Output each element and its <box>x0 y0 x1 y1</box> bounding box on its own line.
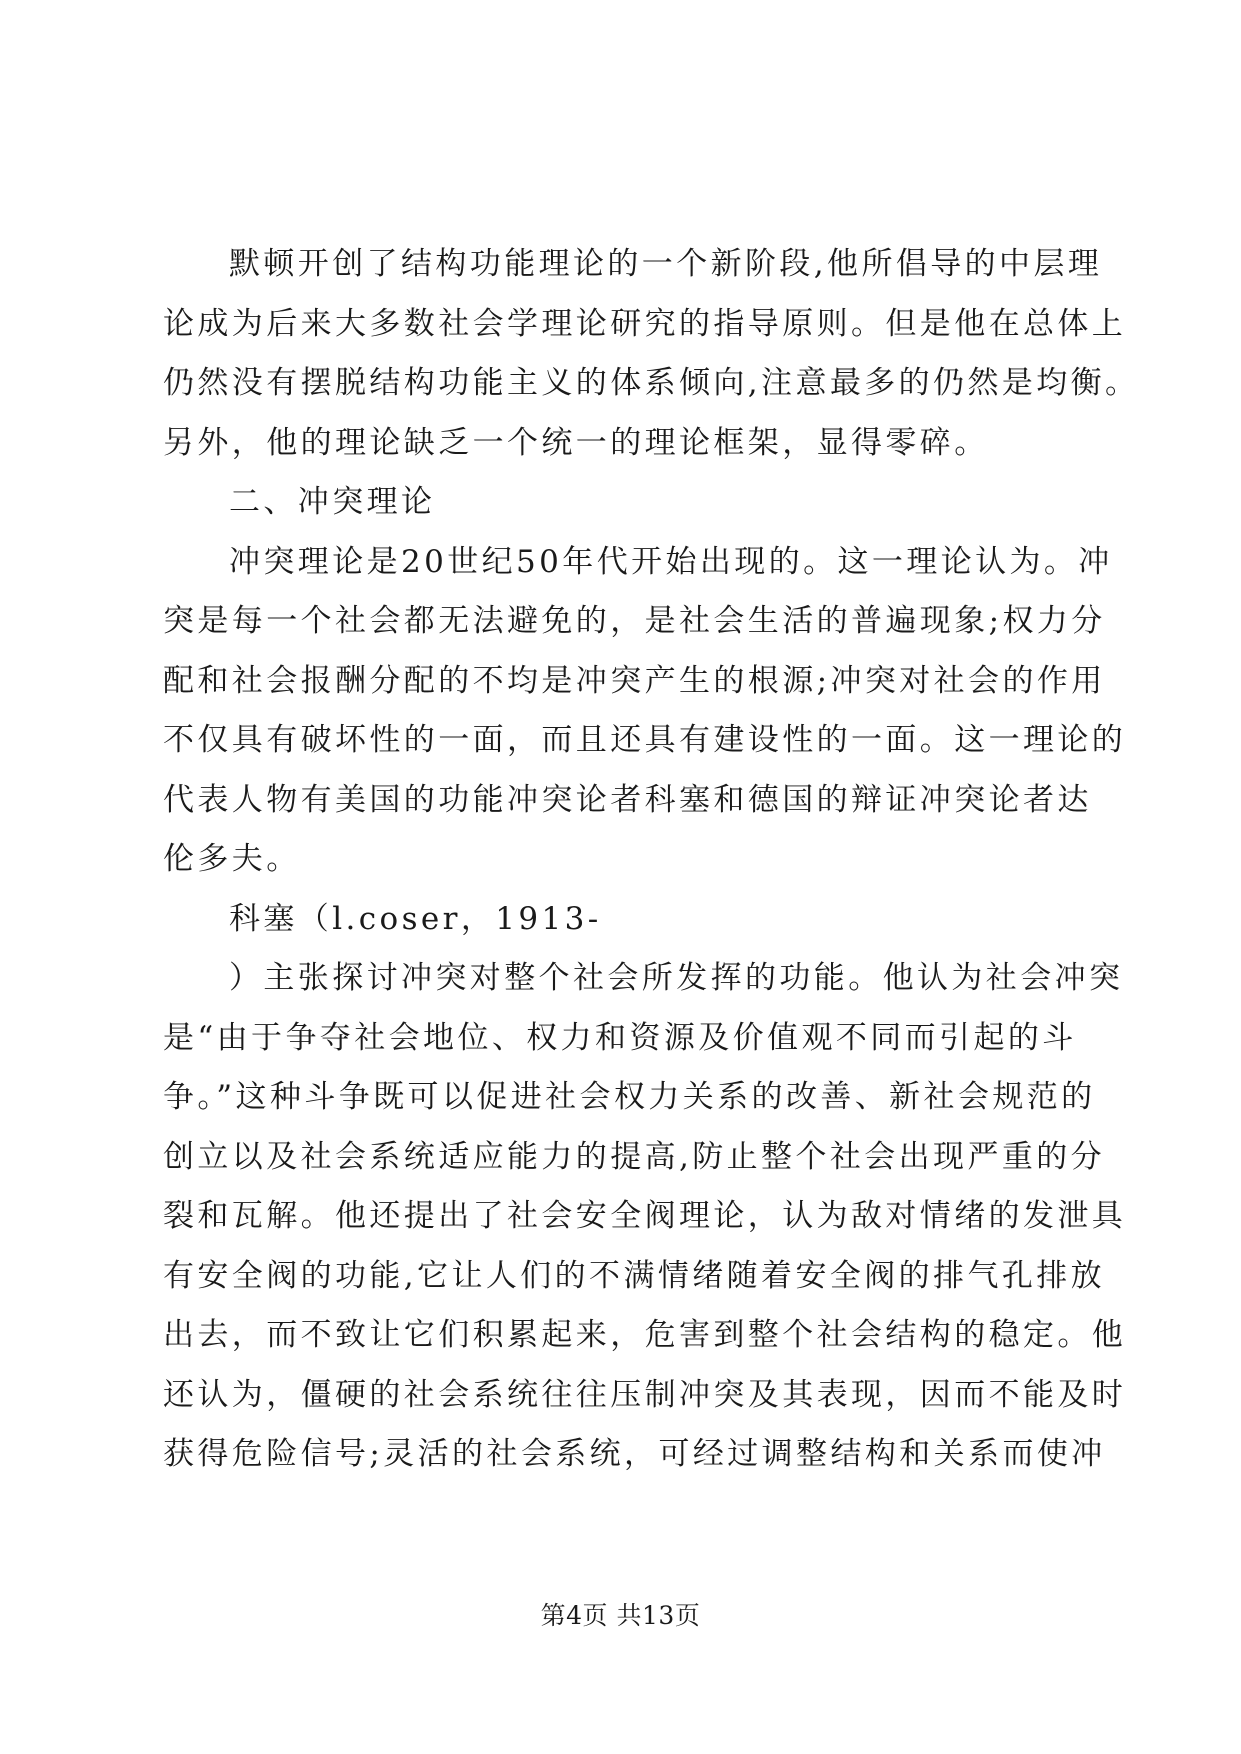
text-line: 争。”这种斗争既可以促进社会权力关系的改善、新社会规范的 <box>163 1079 1096 1115</box>
text-line: 另外，他的理论缺乏一个统一的理论框架，显得零碎。 <box>163 424 989 461</box>
text-line: 还认为，僵硬的社会系统往往压制冲突及其表现，因而不能及时 <box>163 1376 1127 1413</box>
section-heading: 二、冲突理论 <box>229 484 436 520</box>
text-line: 科塞（l.coser，1913- <box>229 900 602 937</box>
text-line: 默顿开创了结构功能理论的一个新阶段,他所倡导的中层理 <box>229 246 1103 282</box>
text-line: 突是每一个社会都无法避免的，是社会生活的普遍现象;权力分 <box>163 603 1106 639</box>
text-line: 获得危险信号;灵活的社会系统，可经过调整结构和关系而使冲 <box>163 1436 1106 1472</box>
text-line: 有安全阀的功能,它让人们的不满情绪随着安全阀的排气孔排放 <box>163 1257 1106 1294</box>
text-line: 冲突理论是20世纪50年代开始出现的。这一理论认为。冲 <box>229 543 1113 580</box>
text-line: 是“由于争夺社会地位、权力和资源及价值观不同而引起的斗 <box>163 1019 1077 1056</box>
text-line: 仍然没有摆脱结构功能主义的体系倾向,注意最多的仍然是均衡。 <box>163 365 1140 401</box>
page-footer: 第4页 共13页 <box>540 1601 701 1630</box>
text-line: 裂和瓦解。他还提出了社会安全阀理论，认为敌对情绪的发泄具 <box>163 1198 1127 1234</box>
text-line: ）主张探讨冲突对整个社会所发挥的功能。他认为社会冲突 <box>229 960 1124 996</box>
document-body <box>163 235 1140 1485</box>
text-line: 配和社会报酬分配的不均是冲突产生的根源;冲突对社会的作用 <box>163 662 1106 699</box>
text-line: 论成为后来大多数社会学理论研究的指导原则。但是他在总体上 <box>163 305 1127 342</box>
text-line: 伦多夫。 <box>163 841 301 877</box>
text-line: 出去，而不致让它们积累起来，危害到整个社会结构的稳定。他 <box>163 1317 1127 1353</box>
text-line: 创立以及社会系统适应能力的提高,防止整个社会出现严重的分 <box>163 1138 1106 1175</box>
text-line: 不仅具有破坏性的一面，而且还具有建设性的一面。这一理论的 <box>163 722 1127 758</box>
text-line: 代表人物有美国的功能冲突论者科塞和德国的辩证冲突论者达 <box>163 781 1092 818</box>
